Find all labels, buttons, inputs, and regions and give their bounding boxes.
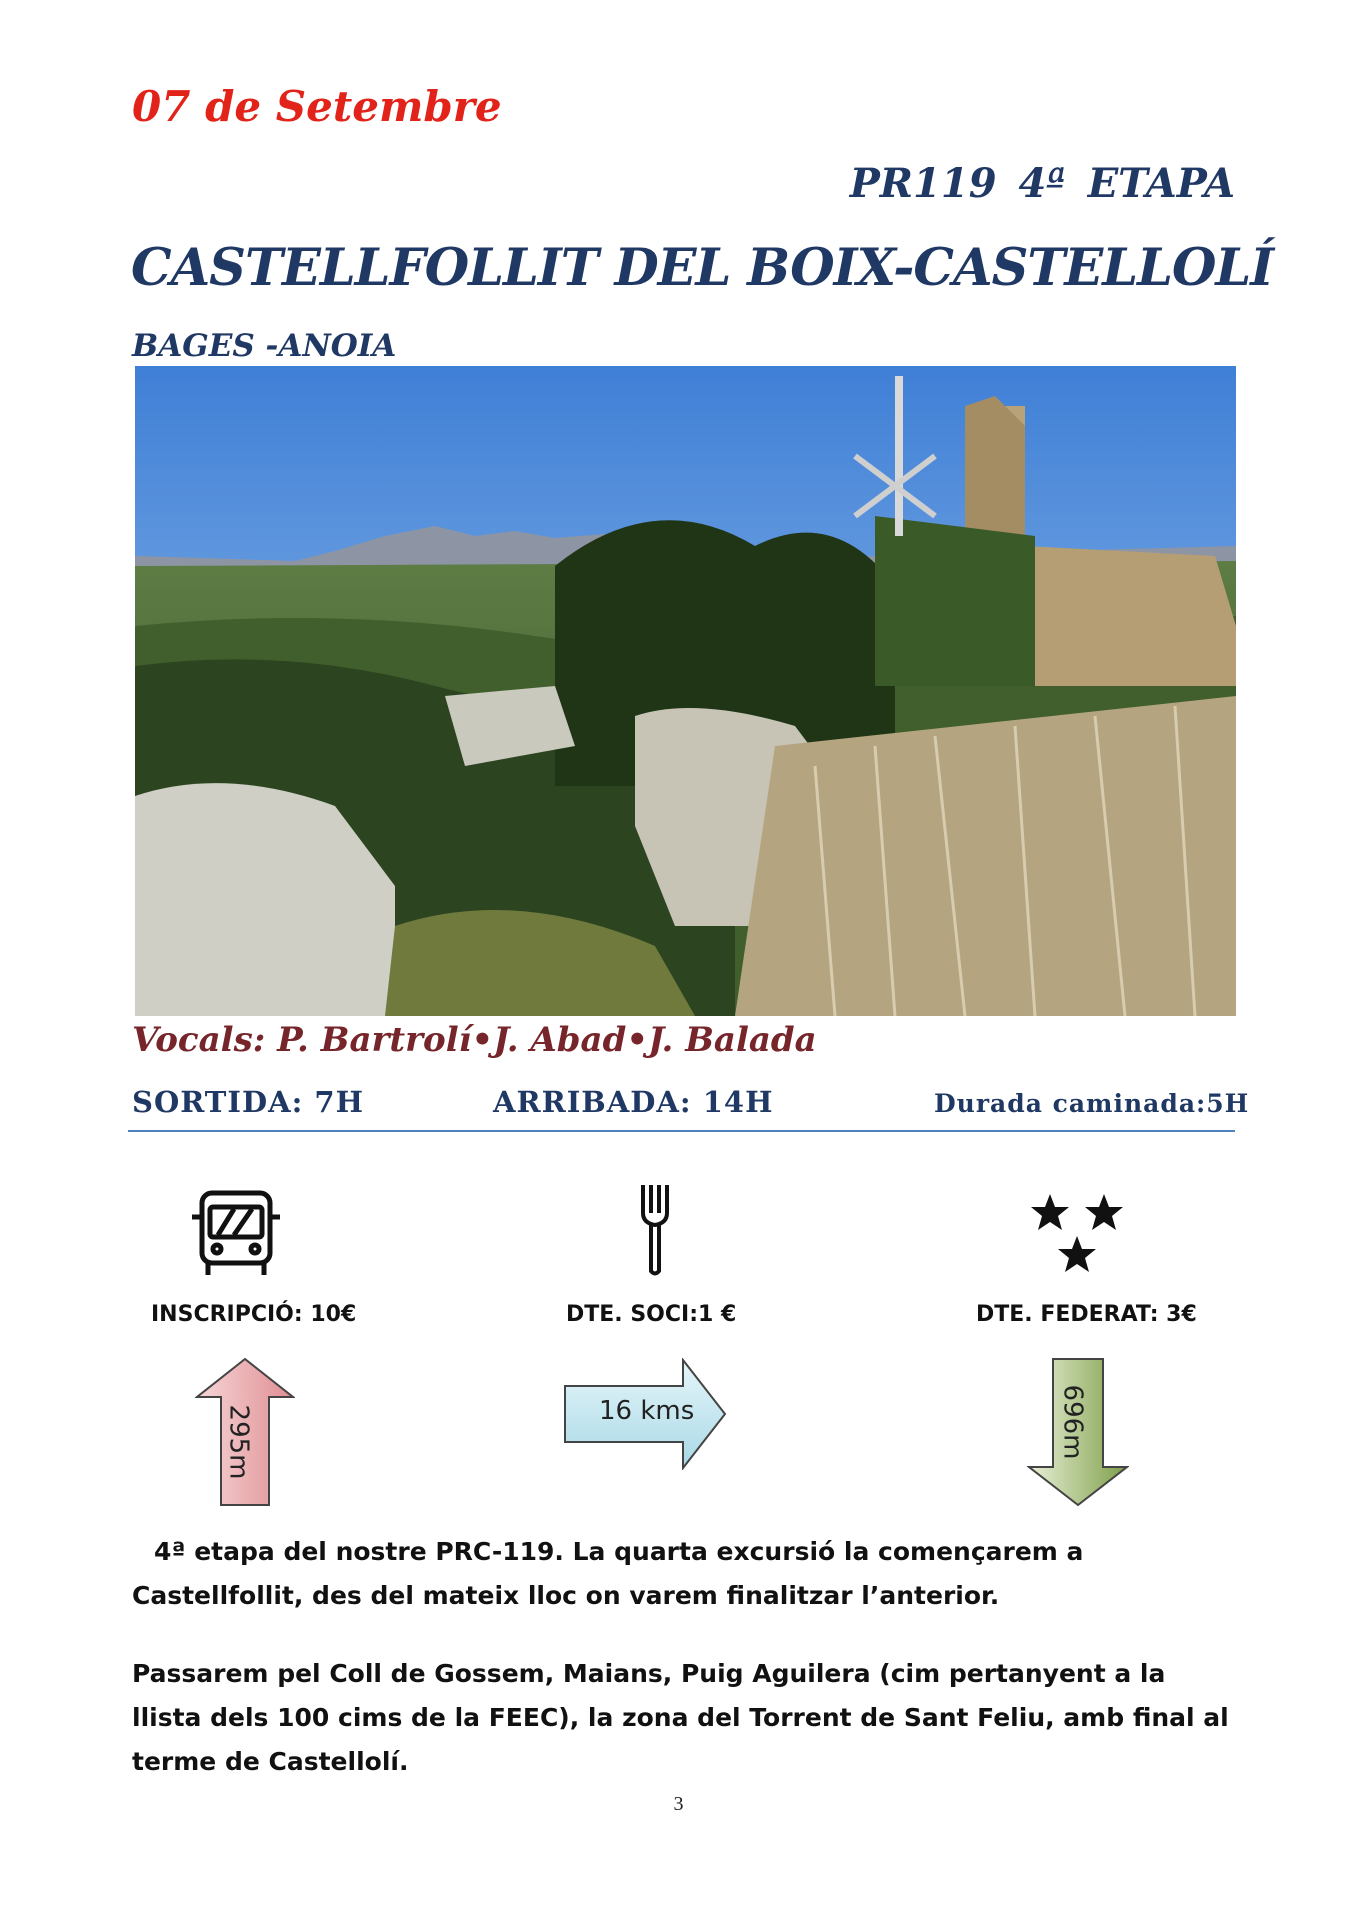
event-date: 07 de Setembre	[132, 82, 502, 131]
description-paragraph-2: Passarem pel Coll de Gossem, Maians, Puig Aguilera (cim pertanyent a la llista dels 100 cims de la FEEC), la zona del Torrent de Sant Feliu, amb final al terme de Castellolí.	[132, 1659, 1229, 1776]
route-stage: PR119 4ª ETAPA	[849, 160, 1235, 207]
region-label: BAGES -ANOIA	[132, 328, 397, 364]
member-discount: DTE. SOCI:1 €	[566, 1302, 737, 1327]
departure-time: SORTIDA: 7H	[132, 1085, 364, 1119]
fork-icon	[637, 1183, 673, 1283]
descent-arrow	[1027, 1357, 1129, 1512]
landscape-photo	[135, 366, 1236, 1016]
federated-discount: DTE. FEDERAT: 3€	[976, 1302, 1197, 1327]
stars-icon	[1030, 1192, 1124, 1283]
arrival-time: ARRIBADA: 14H	[493, 1085, 774, 1119]
bus-icon	[190, 1187, 282, 1284]
distance-label: 16 kms	[599, 1396, 695, 1426]
vocals-line: Vocals: P. Bartrolí•J. Abad•J. Balada	[132, 1020, 817, 1060]
description-paragraph-1: 4ª etapa del nostre PRC-119. La quarta excursió la començarem a Castellfollit, des del mateix lloc on varem finalitzar l’anterior.	[132, 1537, 1084, 1610]
ascent-label: 295m	[223, 1404, 254, 1480]
inscription-price: INSCRIPCIÓ: 10€	[151, 1302, 357, 1327]
walk-duration: Durada caminada:5H	[934, 1089, 1250, 1118]
page-title: CASTELLFOLLIT DEL BOIX-CASTELLOLÍ	[131, 238, 1274, 298]
descent-label: 696m	[1057, 1384, 1088, 1460]
page-number: 3	[673, 1793, 684, 1815]
distance-arrow	[563, 1358, 727, 1475]
ascent-arrow	[195, 1357, 295, 1512]
divider	[128, 1130, 1235, 1132]
